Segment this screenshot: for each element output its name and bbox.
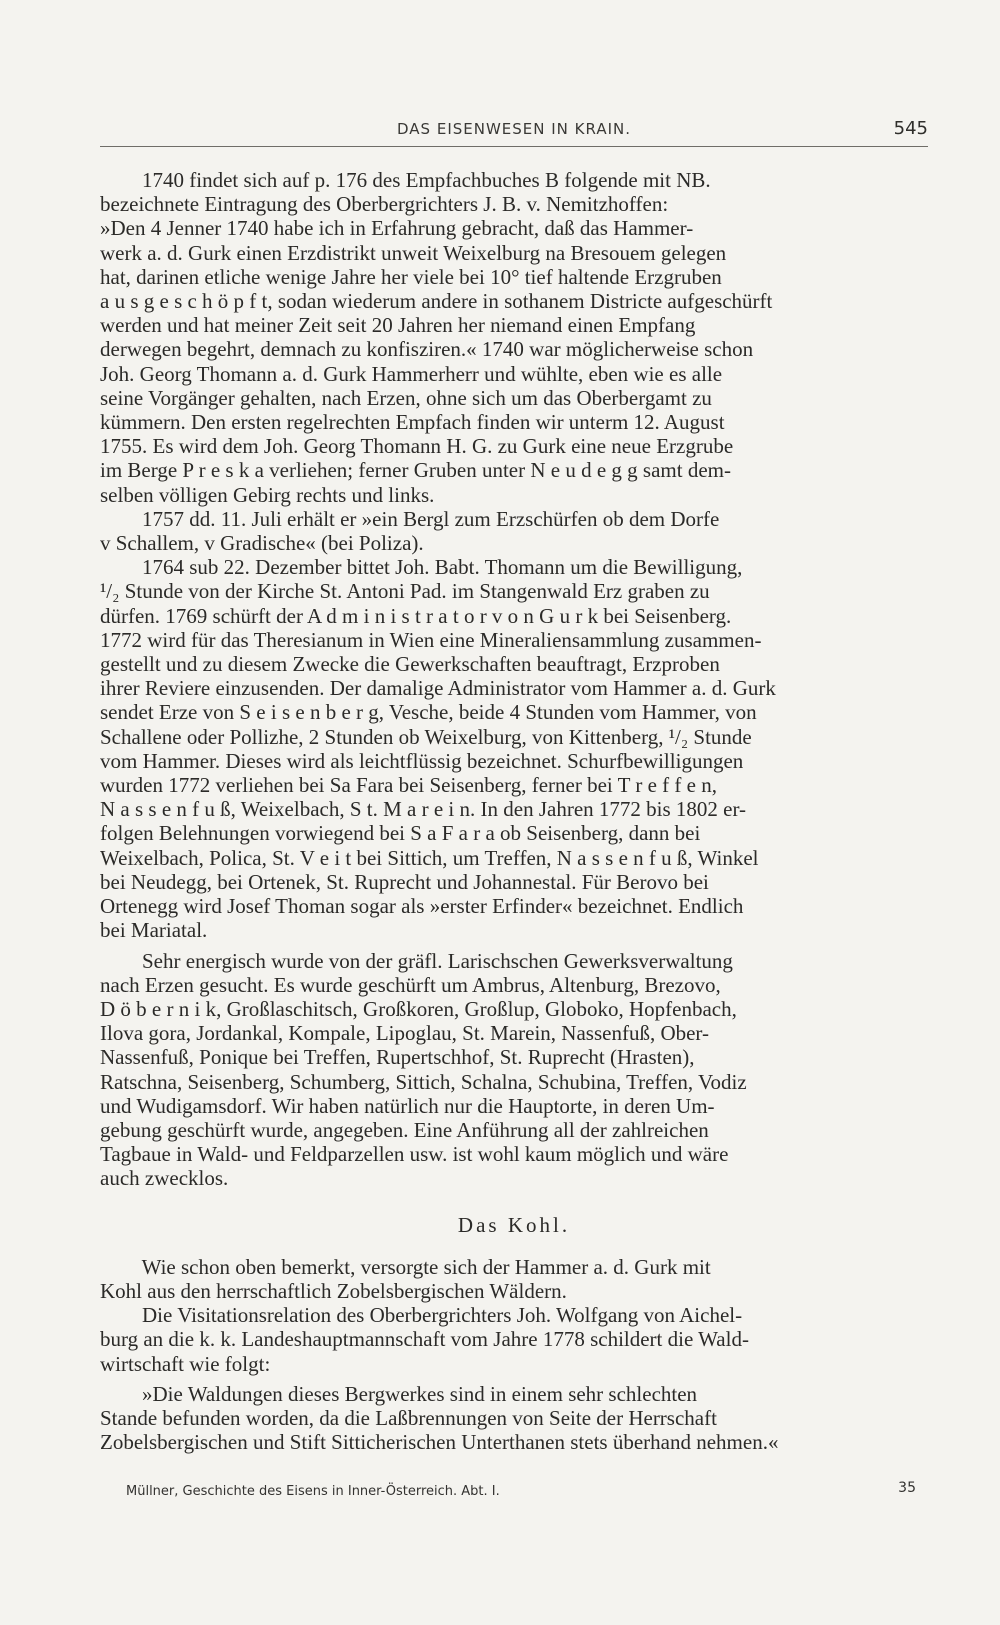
text-line: 1740 findet sich auf p. 176 des Empfachbuches B folgende mit NB.	[100, 168, 711, 192]
text-line: nach Erzen gesucht. Es wurde geschürft um Ambrus, Altenburg, Brezovo,	[100, 972, 721, 997]
text-line: ¹/₂ Stunde von der Kirche St. Antoni Pad. im Stangenwald Erz graben zu	[100, 579, 710, 604]
text-line: 1764 sub 22. Dezember bittet Joh. Babt. Thomann um die Bewilligung,	[100, 555, 743, 580]
text-line: N a s s e n f u ß, Weixelbach, S t. M a r e i n. In den Jahren 1772 bis 1802 er-	[100, 797, 747, 822]
page-footer	[126, 1480, 926, 1506]
text-line: und Wudigamsdorf. Wir haben natürlich nur die Hauptorte, in deren Um-	[100, 1093, 715, 1118]
text-line: Schallene oder Pollizhe, 2 Stunden ob Weixelburg, von Kittenberg, ¹/₂ Stunde	[100, 724, 752, 749]
text-line: ihrer Reviere einzusenden. Der damalige Administrator vom Hammer a. d. Gurk	[100, 676, 776, 701]
text-line: Kohl aus den herrschaftlich Zobelsbergischen Wäldern.	[100, 1278, 567, 1303]
text-line: werk a. d. Gurk einen Erzdistrikt unweit Weixelburg na Bresouem gelegen	[100, 240, 727, 265]
footer-citation: Müllner, Geschichte des Eisens in Inner-Österreich. Abt. I.	[126, 1484, 500, 1499]
text-line: Stande befunden worden, da die Laßbrennungen von Seite der Herrschaft	[100, 1405, 717, 1430]
text-line: Nassenfuß, Ponique bei Treffen, Rupertschhof, St. Ruprecht (Hrasten),	[100, 1045, 695, 1070]
text-line: selben völligen Gebirg rechts und links.	[100, 482, 435, 507]
text-line: Die Visitationsrelation des Oberbergrichters Joh. Wolfgang von Aichel-	[100, 1303, 743, 1328]
text-line: Ortenegg wird Josef Thoman sogar als »erster Erfinder« bezeichnet. Endlich	[100, 894, 744, 919]
text-line: gestellt und zu diesem Zwecke die Gewerkschaften beauftragt, Erzproben	[100, 652, 720, 677]
text-line: wirtschaft wie folgt:	[100, 1351, 271, 1376]
text-line: Ratschna, Seisenberg, Schumberg, Sittich, Schalna, Schubina, Treffen, Vodiz	[100, 1069, 747, 1094]
text-line: Zobelsbergischen und Stift Sitticherischen Unterthanen stets überhand nehmen.«	[100, 1430, 779, 1455]
signature-mark: 35	[898, 1480, 916, 1496]
text-line: dürfen. 1769 schürft der A d m i n i s t r a t o r v o n G u r k bei Seisenberg.	[100, 603, 732, 628]
text-line: gebung geschürft wurde, angegeben. Eine Anführung all der zahlreichen	[100, 1117, 709, 1142]
text-line: burg an die k. k. Landeshauptmannschaft vom Jahre 1778 schildert die Wald-	[100, 1327, 749, 1352]
header-rule	[100, 146, 928, 147]
text-line: Joh. Georg Thomann a. d. Gurk Hammerherr und wühlte, eben wie es alle	[100, 361, 723, 386]
text-line: bezeichnete Eintragung des Oberbergrichters J. B. v. Nemitzhoffen:	[100, 192, 669, 217]
running-title: DAS EISENWESEN IN KRAIN.	[397, 120, 631, 138]
text-line: 1755. Es wird dem Joh. Georg Thomann H. G. zu Gurk eine neue Erzgrube	[100, 434, 734, 459]
text-line: seine Vorgänger gehalten, nach Erzen, ohne sich um das Oberbergamt zu	[100, 385, 712, 410]
page-number: 545	[893, 118, 928, 139]
text-line: Ilova gora, Jordankal, Kompale, Lipoglau, St. Marein, Nassenfuß, Ober-	[100, 1021, 709, 1046]
text-line: vom Hammer. Dieses wird als leichtflüssig bezeichnet. Schurfbewilligungen	[100, 748, 744, 773]
text-line: bei Neudegg, bei Ortenek, St. Ruprecht und Johannestal. Für Berovo bei	[100, 869, 709, 894]
body-text	[100, 168, 940, 1454]
text-line: bei Mariatal.	[100, 918, 208, 943]
section-heading: Das Kohl.	[457, 1212, 571, 1237]
text-line: Sehr energisch wurde von der gräfl. Larischschen Gewerksverwaltung	[100, 948, 733, 973]
text-line: im Berge P r e s k a verliehen; ferner Gruben unter N e u d e g g samt dem-	[100, 458, 731, 483]
text-line: 1772 wird für das Theresianum in Wien eine Mineraliensammlung zusammen-	[100, 627, 762, 652]
text-line: 1757 dd. 11. Juli erhält er »ein Bergl zum Erzschürfen ob dem Dorfe	[100, 506, 720, 531]
text-line: Weixelbach, Polica, St. V e i t bei Sittich, um Treffen, N a s s e n f u ß, Winkel	[100, 845, 759, 870]
text-line: »Den 4 Jenner 1740 habe ich in Erfahrung gebracht, daß das Hammer-	[100, 216, 694, 241]
text-line: Wie schon oben bemerkt, versorgte sich der Hammer a. d. Gurk mit	[100, 1254, 711, 1279]
text-line: hat, darinen etliche wenige Jahre her viele bei 10° tief haltende Erzgruben	[100, 264, 722, 289]
text-line: wurden 1772 verliehen bei Sa Fara bei Seisenberg, ferner bei T r e f f e n,	[100, 773, 717, 798]
text-line: kümmern. Den ersten regelrechten Empfach finden wir unterm 12. August	[100, 410, 725, 435]
text-line: Tagbaue in Wald- und Feldparzellen usw. ist wohl kaum möglich und wäre	[100, 1142, 729, 1167]
text-line: werden und hat meiner Zeit seit 20 Jahren her niemand einen Empfang	[100, 313, 696, 338]
text-line: »Die Waldungen dieses Bergwerkes sind in einem sehr schlechten	[100, 1381, 698, 1406]
text-line: D ö b e r n i k, Großlaschitsch, Großkoren, Großlup, Globoko, Hopfenbach,	[100, 996, 737, 1021]
text-line: sendet Erze von S e i s e n b e r g, Vesche, beide 4 Stunden vom Hammer, von	[100, 700, 757, 725]
running-head	[100, 118, 928, 146]
text-line: derwegen begehrt, demnach zu konfisziren.« 1740 war möglicherweise schon	[100, 337, 754, 362]
text-line: a u s g e s c h ö p f t, sodan wiederum andere in sothanem Districte aufgeschürft	[100, 289, 773, 314]
text-line: auch zwecklos.	[100, 1166, 229, 1191]
text-line: v Schallem, v Gradische« (bei Poliza).	[100, 531, 424, 556]
text-line: folgen Belehnungen vorwiegend bei S a F a r a ob Seisenberg, dann bei	[100, 821, 701, 846]
